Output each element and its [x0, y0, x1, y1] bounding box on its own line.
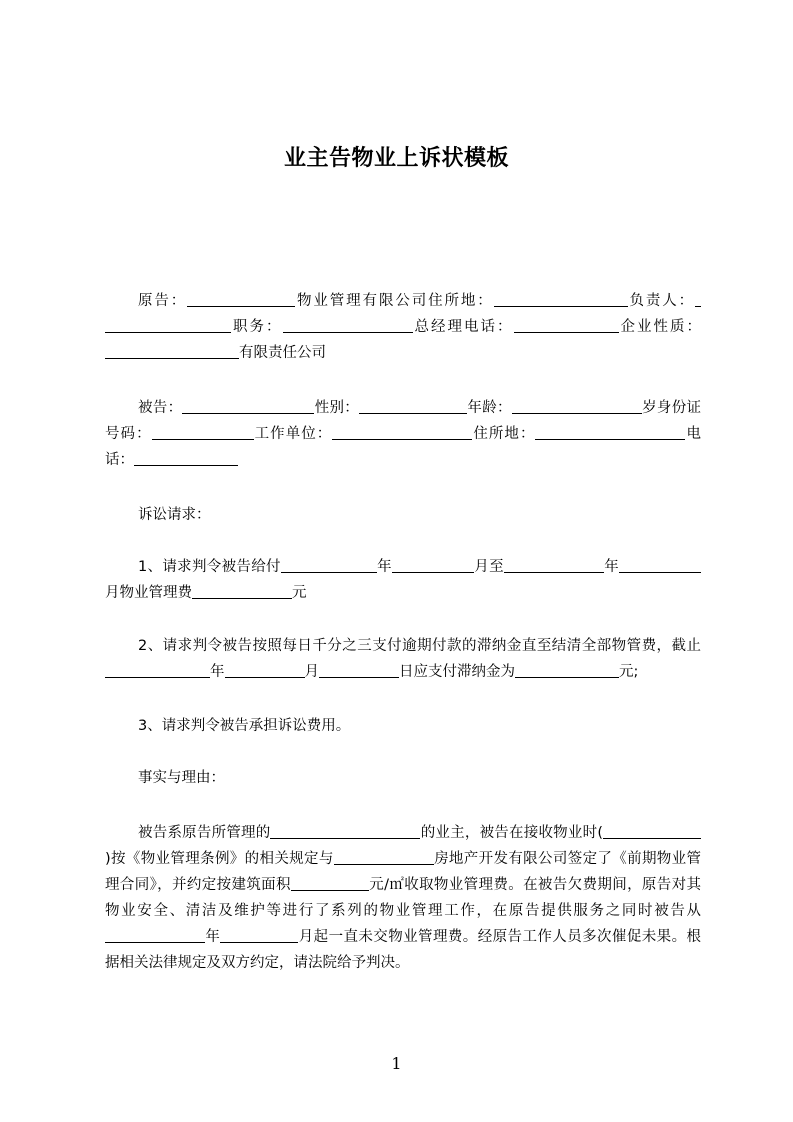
claim-3: 3、请求判令被告承担诉讼费用。 — [138, 718, 351, 734]
blank-field — [225, 662, 305, 678]
blank-field — [192, 583, 292, 599]
blank-field — [283, 317, 413, 333]
blank-field — [220, 927, 298, 943]
blank-field — [695, 291, 701, 307]
blank-field — [152, 424, 254, 440]
blank-field — [105, 317, 231, 333]
page-number: 1 — [391, 1054, 402, 1073]
blank-field — [332, 424, 472, 440]
blank-field — [359, 398, 467, 414]
document-title: 业主告物业上诉状模板 — [283, 146, 509, 171]
blank-field — [187, 291, 295, 307]
blank-field — [619, 557, 701, 573]
facts-heading: 事实与理由： — [138, 770, 225, 786]
defendant-paragraph: 被告： 性别： 年龄： 岁身份证号码： 工作单位： 住所地： 电话： — [105, 400, 702, 468]
blank-field — [392, 557, 474, 573]
blank-field — [281, 557, 377, 573]
blank-field — [105, 662, 210, 678]
blank-field — [270, 823, 420, 839]
blank-field — [182, 398, 314, 414]
claim-2: 2、请求判令被告按照每日千分之三支付逾期付款的滞纳金直至结清全部物管费，截止年 月 日应支付滞纳金为 元; — [105, 633, 701, 685]
blank-field — [514, 317, 619, 333]
blank-field — [603, 823, 665, 839]
claims-heading: 诉讼请求： — [138, 507, 211, 523]
blank-field — [105, 343, 239, 359]
blank-field — [515, 662, 619, 678]
plaintiff-paragraph: 原告： 物业管理有限公司住所地： 负责人：职务： 总经理电话： 企业性质：有限责任公司 — [105, 288, 701, 366]
blank-field — [665, 823, 701, 839]
blank-field — [504, 557, 604, 573]
blank-field — [334, 849, 434, 865]
blank-field — [512, 398, 642, 414]
facts-paragraph: 被告系原告所管理的 的业主，被告在接收物业时()按《物业管理条例》的相关规定与 房地产开发有限公司签定了《前期物业管理合同》，并约定按建筑面积 元/㎡收取物业管理费。在被告欠费期间，原告对其物业安全、清洁及维护等进行了系列的物业管理工作，在原告提供服务之同时被告从年 月起一直未交物业管理费。经原告工作人员多次催促未果。根据相关法律规定及双方约定，请法院给予判决。 — [105, 825, 702, 971]
claim-1: 1、请求判令被告给付 年 月至 年月物业管理费 元 — [105, 554, 701, 606]
blank-field — [535, 424, 685, 440]
blank-field — [319, 662, 399, 678]
blank-field — [134, 450, 238, 466]
blank-field — [291, 875, 369, 891]
blank-field — [105, 927, 205, 943]
blank-field — [494, 291, 628, 307]
